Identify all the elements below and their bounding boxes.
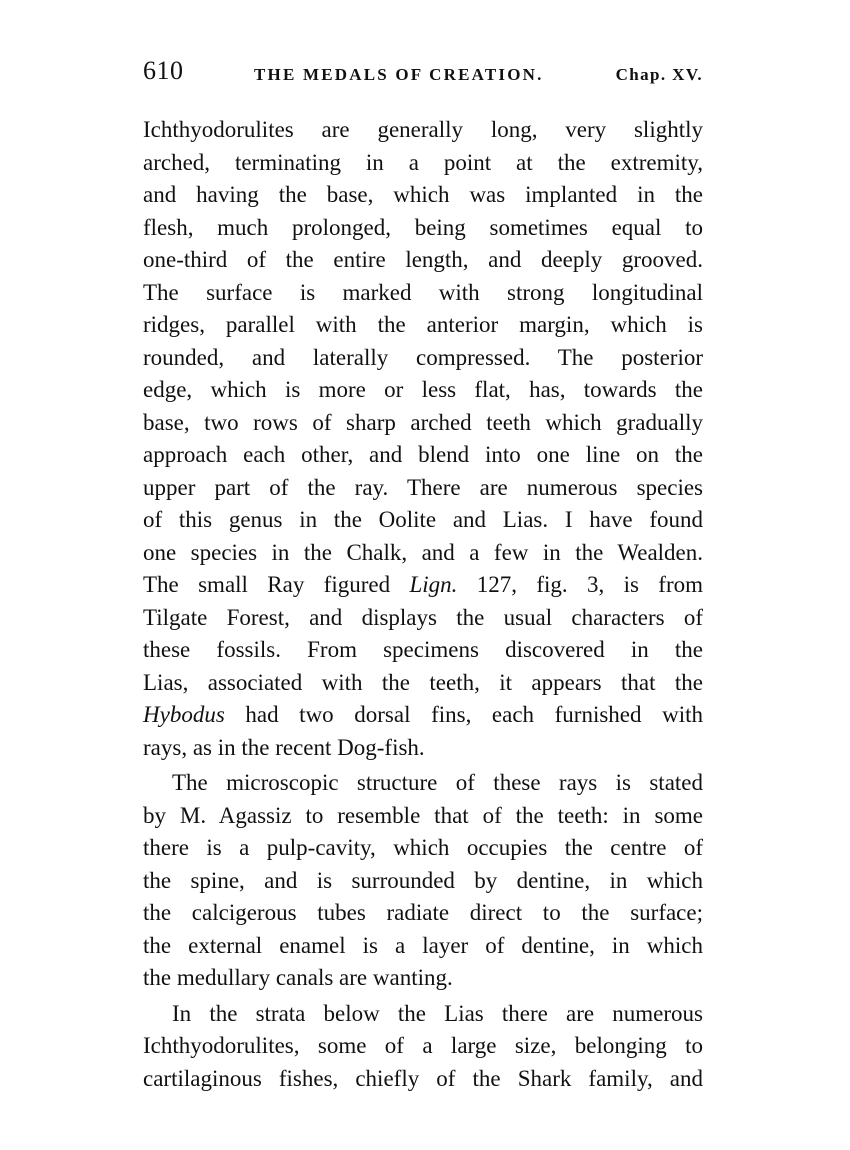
running-title: THE MEDALS OF CREATION. bbox=[254, 65, 544, 84]
chapter-label: Chap. XV. bbox=[615, 65, 703, 84]
text-line: one-third of the entire length, and deeply grooved. bbox=[143, 247, 703, 272]
text-segment: had two dorsal fins, each furnished with bbox=[245, 702, 703, 727]
text-line: there is a pulp-cavity, which occupies the centre of bbox=[143, 835, 703, 860]
text-line: the calcigerous tubes radiate direct to the surface; bbox=[143, 900, 703, 925]
text-line: Ichthyodorulites, some of a large size, belonging to bbox=[143, 1033, 703, 1058]
text-line: one species in the Chalk, and a few in the Wealden. bbox=[143, 539, 703, 565]
text-line: flesh, much prolonged, being sometimes equal to bbox=[143, 214, 703, 240]
text-line: cartilaginous fishes, chiefly of the Shark family, and bbox=[143, 1065, 703, 1091]
text-line: arched, terminating in a point at the extremity, bbox=[143, 149, 703, 175]
text-line: The microscopic structure of these rays is stated bbox=[172, 770, 703, 795]
text-line: by M. Agassiz to resemble that of the teeth: in some bbox=[143, 802, 703, 828]
running-header bbox=[143, 56, 703, 88]
text-line: the spine, and is surrounded by dentine, in which bbox=[143, 867, 703, 893]
text-line: base, two rows of sharp arched teeth which gradually bbox=[143, 409, 703, 435]
genus-name: Hybodus bbox=[143, 702, 225, 727]
text-line: and having the base, which was implanted in the bbox=[143, 182, 703, 207]
text-line: rays, as in the recent Dog-fish. bbox=[143, 734, 425, 760]
text-line: edge, which is more or less flat, has, towards the bbox=[143, 377, 703, 402]
body-text bbox=[143, 114, 703, 1095]
page-number: 610 bbox=[143, 56, 184, 85]
text-line: of this genus in the Oolite and Lias. I have found bbox=[143, 507, 703, 532]
text-line: the medullary canals are wanting. bbox=[143, 965, 453, 990]
text-line bbox=[143, 569, 703, 602]
text-line: the external enamel is a layer of dentine, in which bbox=[143, 932, 703, 958]
text-line: ridges, parallel with the anterior margin, which is bbox=[143, 312, 703, 337]
text-line: approach each other, and blend into one line on the bbox=[143, 442, 703, 467]
text-line: rounded, and laterally compressed. The posterior bbox=[143, 344, 703, 370]
text-line: Tilgate Forest, and displays the usual characters of bbox=[143, 604, 703, 630]
text-line: Lias, associated with the teeth, it appears that the bbox=[143, 669, 703, 695]
text-line: Ichthyodorulites are generally long, very slightly bbox=[143, 117, 703, 142]
text-segment: 127, fig. 3, is from bbox=[476, 572, 704, 597]
text-line: The surface is marked with strong longitudinal bbox=[143, 279, 703, 305]
text-line bbox=[143, 699, 703, 732]
text-line: these fossils. From specimens discovered in the bbox=[143, 637, 703, 662]
text-segment: The small Ray figured bbox=[143, 572, 391, 597]
text-line: In the strata below the Lias there are numerous bbox=[172, 1000, 703, 1026]
figure-reference: Lign. bbox=[409, 572, 458, 597]
text-line: upper part of the ray. There are numerous species bbox=[143, 474, 703, 500]
